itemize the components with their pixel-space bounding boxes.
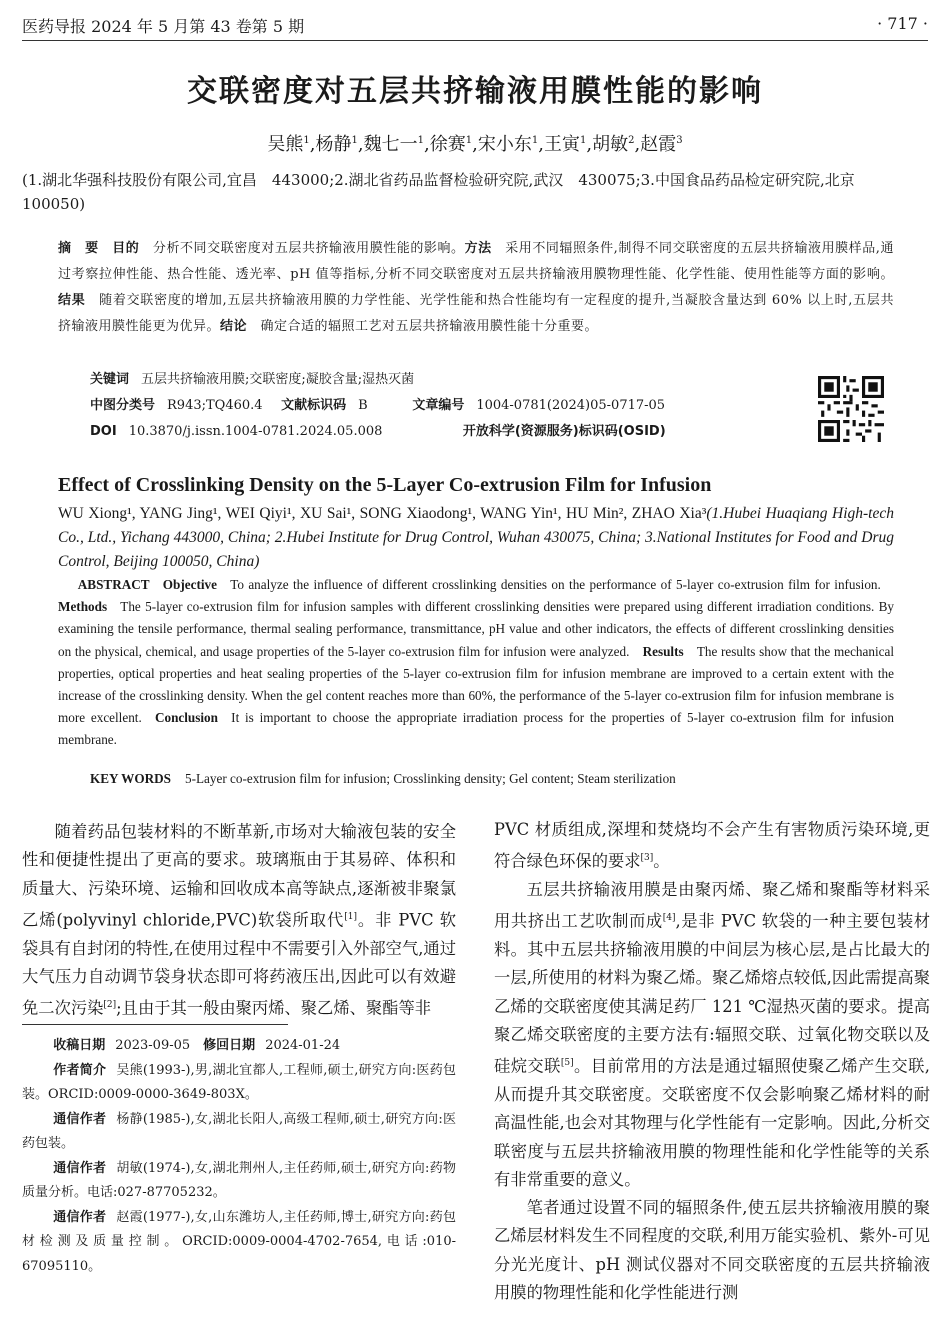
english-keywords: KEY WORDS 5-Layer co-extrusion film for infusion; Crosslinking density; Gel content; Steam sterilization (90, 771, 676, 786)
english-authors: WU Xiong¹, YANG Jing¹, WEI Qiyi¹, XU Sai¹, SONG Xiaodong¹, WANG Yin¹, HU Min², ZHAO Xia³(1.Hubei Huaqiang High-tech Co., Ltd., Yichang 443000, China; 2.Hubei Institute for Drug Control, Wuhan 430075, China; 3.National Institutes for Food and Drug Control, Beijing 100050, China) (58, 505, 894, 570)
body-column-left (22, 818, 456, 1023)
footnote-corresponding: 通信作者 胡敏(1974-),女,湖北荆州人,主任药师,硕士,研究方向:药物质量分析。电话:027-87705232。 (22, 1160, 456, 1200)
footnote-rule (22, 1024, 288, 1025)
body-paragraph: PVC 材质组成,深埋和焚烧均不会产生有害物质污染环境,更符合绿色环保的要求[3]。 (494, 820, 930, 871)
author: 胡敏 (592, 134, 629, 155)
footnote-author-bio: 作者简介 吴熊(1993-),男,湖北宜都人,工程师,硕士,研究方向:医药包装。ORCID:0009-0000-3649-803X。 (22, 1062, 456, 1102)
citation[interactable]: [2] (103, 1000, 117, 1011)
footnote-received: 收稿日期 2023-09-05 修回日期 2024-01-24 (53, 1038, 341, 1053)
footnotes (22, 1034, 456, 1279)
body-paragraph: 随着药品包装材料的不断革新,市场对大输液包装的安全性和便捷性提出了更高的要求。玻璃瓶由于其易碎、体积和质量大、污染环境、运输和回收成本高等缺点,逐渐被非聚氯乙烯(polyvinyl chloride,PVC)软袋所取代[1]。非 PVC 软袋具有自封闭的特性,在使用过程中不需要引入外部空气,通过大气压力自动调节袋身状态即可将药液压出,因此可以有效避免二次污染[2];且由于其一般由聚丙烯、聚乙烯、聚酯等非 (22, 822, 456, 1018)
body-paragraph: 笔者通过设置不同的辐照条件,使五层共挤输液用膜的聚乙烯层材料发生不同程度的交联,利用万能实验机、紫外-可见分光光度计、pH 测试仪器对不同交联密度的五层共挤输液用膜的物理性能和化学性能进行测 (494, 1198, 930, 1303)
page-number: · 717 · (877, 14, 928, 33)
author: 徐赛 (429, 134, 466, 155)
body-column-right (494, 816, 930, 1307)
body-paragraph: 五层共挤输液用膜是由聚丙烯、聚乙烯和聚酯等材料采用共挤出工艺吹制而成[4],是非 PVC 软袋的一种主要包装材料。其中五层共挤输液用膜的中间层为核心层,是占比最大的一层,所使用的材料为聚乙烯。聚乙烯熔点较低,因此需提高聚乙烯的交联密度使其满足药厂 121 ℃湿热灭菌的要求。提高聚乙烯交联密度的主要方法有:辐照交联、过氧化物交联以及硅烷交联[5]。目前常用的方法是通过辐照使聚乙烯产生交联,从而提升其交联密度。交联密度不仅会影响聚乙烯材料的耐高温性能,也会对其物理与化学性能有一定影响。因此,分析交联密度与五层共挤输液用膜的物理性能和化学性能等的关系有非常重要的意义。 (494, 880, 930, 1189)
english-abstract: ABSTRACT Objective To analyze the influence of different crosslinking densities on the performance of 5-layer co-extrusion film for infusion. Methods The 5-layer co-extrusion film for infusion samples with different crosslinking densities were prepared using different irradiation conditions. By examining the tensile performance, thermal sealing performance, transmittance, pH value and other indicators, the effects of different crosslinking densities on the physical, chemical, and usage properties of the 5-layer co-extrusion film for infusion were analyzed. Results The results show that the mechanical properties, optical properties and heat sealing properties of the 5-layer co-extrusion film for infusion membrane are improved to a certain extent with the increase of the crosslinking density. When the gel content reaches more than 60%, the performance of the 5-layer co-extrusion film for infusion membrane is more excellent. Conclusion It is important to choose the appropriate irradiation process for the properties of 5-layer co-extrusion film for infusion membrane. (58, 577, 894, 748)
citation[interactable]: [1] (344, 911, 357, 922)
citation[interactable]: [3] (640, 853, 654, 864)
footnote-corresponding: 通信作者 杨静(1985-),女,湖北长阳人,高级工程师,硕士,研究方向:医药包装。 (22, 1111, 456, 1151)
running-header (0, 0, 950, 44)
citation[interactable]: [4] (662, 913, 676, 924)
doi-row: DOI 10.3870/j.issn.1004-0781.2024.05.008 开放科学(资源服务)标识码(OSID) (90, 420, 678, 444)
author: 魏七一 (363, 134, 418, 155)
english-title: Effect of Crosslinking Density on the 5-Layer Co-extrusion Film for Infusion (58, 474, 712, 496)
header-rule (22, 40, 928, 41)
affiliations: (1.湖北华强科技股份有限公司,宜昌 443000;2.湖北省药品监督检验研究院,武汉 430075;3.中国食品药品检定研究院,北京 100050) (22, 171, 870, 213)
author: 宋小东 (477, 134, 532, 155)
osid-qr-code-icon (818, 376, 884, 442)
keywords-zh: 关键词 五层共挤输液用膜;交联密度;凝胶含量;湿热灭菌 (90, 372, 415, 387)
author: 杨静 (315, 134, 352, 155)
abstract-zh: 摘 要 目的 分析不同交联密度对五层共挤输液用膜性能的影响。方法 采用不同辐照条件,制得不同交联密度的五层共挤输液用膜样品,通过考察拉伸性能、热合性能、透光率、pH 值等指标,分析不同交联密度对五层共挤输液用膜物理性能、化学性能、使用性能等方面的影响。结果 随着交联密度的增加,五层共挤输液用膜的力学性能、光学性能和热合性能均有一定程度的提升,当凝胶含量达到 60% 以上时,五层共挤输液用膜性能更为优异。结论 确定合适的辐照工艺对五层共挤输液用膜性能十分重要。 (58, 241, 894, 334)
author-list: 吴熊$^1$,杨静$^1$,魏七一$^1$,徐赛$^1$,宋小东$^1$,王寅$^1$,胡敏$^2$,赵霞$^3$ (267, 134, 683, 155)
paper-title: 交联密度对五层共挤输液用膜性能的影响 (187, 74, 763, 109)
footnote-corresponding: 通信作者 赵霞(1977-),女,山东潍坊人,主任药师,博士,研究方向:药包材检测及质量控制。ORCID:0009-0004-4702-7654,电话:010-67095110。 (22, 1209, 456, 1274)
classification-row: 中图分类号 R943;TQ460.4 文献标识码 B 文章编号 1004-0781(2024)05-0717-05 (90, 398, 666, 413)
doi-link[interactable]: 10.3870/j.issn.1004-0781.2024.05.008 (128, 424, 383, 439)
author: 吴熊 (267, 134, 304, 155)
citation[interactable]: [5] (560, 1058, 574, 1069)
english-affiliations: (1.Hubei Huaqiang High-tech Co., Ltd., Yichang 443000, China; 2.Hubei Institute for Drug Control, Wuhan 430075, China; 3.National Institutes for Food and Drug Control, Beijing 100050, China) (58, 505, 894, 570)
author: 王寅 (543, 134, 580, 155)
author: 赵霞 (640, 134, 677, 155)
journal-issue: 医药导报 2024 年 5 月第 43 卷第 5 期 (22, 17, 305, 36)
